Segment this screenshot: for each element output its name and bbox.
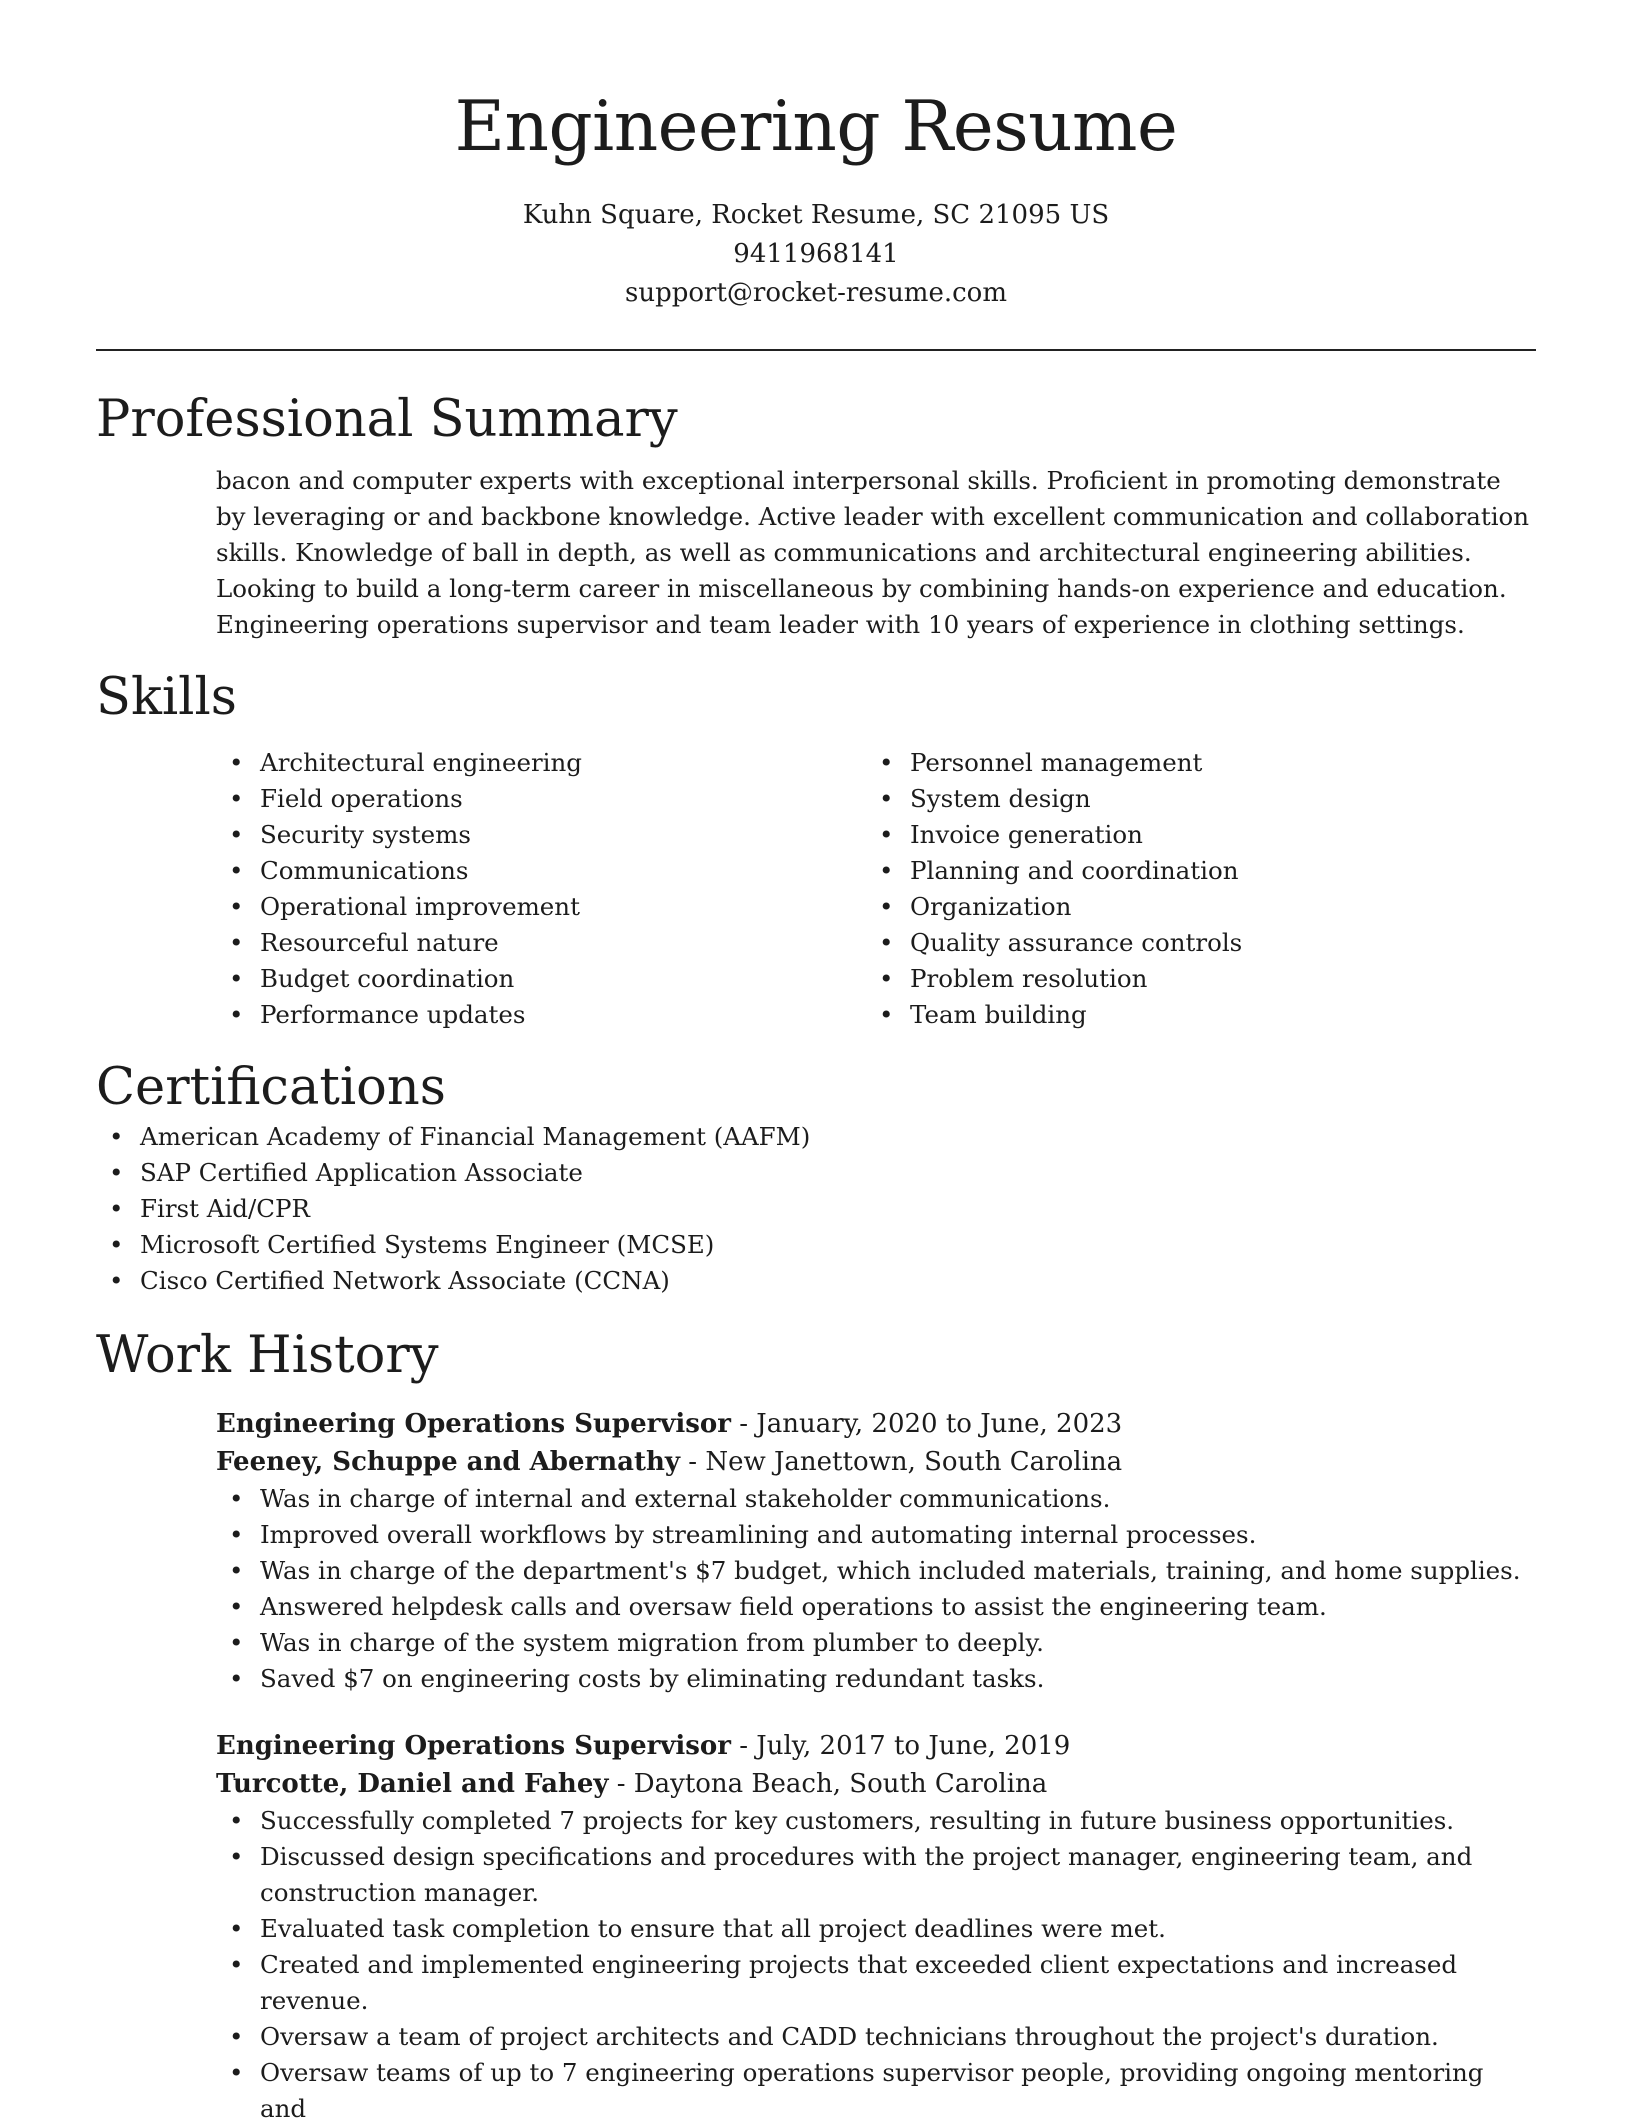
job-location: - New Janettown, South Carolina (680, 1447, 1123, 1477)
skill-item: • Communications (216, 853, 866, 889)
header-divider (96, 349, 1536, 351)
section-title-certifications: Certifications (96, 1058, 446, 1117)
phone: 9411968141 (733, 239, 899, 269)
job-duty-item: • Oversaw teams of up to 7 engineering operations supervisor people, providing ongoing mentoring and (216, 2055, 1536, 2127)
job-duty-item: • Was in charge of the department's $7 budget, which included materials, training, and home supplies. (216, 1553, 1536, 1589)
certifications-list (96, 1119, 1536, 1299)
job-role: Engineering Operations Supervisor (216, 1409, 731, 1439)
job-title-line (216, 1405, 1536, 1443)
job-company-line (216, 1765, 1536, 1803)
email: support@rocket-resume.com (624, 278, 1007, 308)
job-duty-item: • Answered helpdesk calls and oversaw field operations to assist the engineering team. (216, 1589, 1536, 1625)
skill-item: • Problem resolution (866, 961, 1516, 997)
job-duties-list (216, 1803, 1536, 2127)
job-duty-item: • Was in charge of internal and external stakeholder communications. (216, 1481, 1536, 1517)
skill-item: • System design (866, 781, 1516, 817)
job-location: - Daytona Beach, South Carolina (608, 1769, 1048, 1799)
skill-item: • Quality assurance controls (866, 925, 1516, 961)
resume-header (0, 0, 1632, 313)
job-entry (216, 1727, 1536, 2127)
skills-list-left (216, 745, 866, 1033)
certification-item: • SAP Certified Application Associate (96, 1155, 1536, 1191)
job-company: Turcotte, Daniel and Fahey (216, 1769, 609, 1799)
job-company-line (216, 1443, 1536, 1481)
skills-section (96, 667, 1536, 1033)
job-dates: - July, 2017 to June, 2019 (730, 1731, 1071, 1761)
skill-item: • Team building (866, 997, 1516, 1033)
job-duty-item: • Discussed design specifications and procedures with the project manager, engineering team, and construction manager. (216, 1839, 1536, 1911)
skills-list-right (866, 745, 1516, 1033)
job-entry (216, 1405, 1536, 1697)
job-duty-item: • Improved overall workflows by streamlining and automating internal processes. (216, 1517, 1536, 1553)
section-title-summary: Professional Summary (96, 390, 678, 449)
contact-info (0, 196, 1632, 313)
certification-item: • Microsoft Certified Systems Engineer (MCSE) (96, 1227, 1536, 1263)
skill-item: • Personnel management (866, 745, 1516, 781)
job-company: Feeney, Schuppe and Abernathy (216, 1447, 681, 1477)
skills-grid (216, 745, 1536, 1033)
job-duty-item: • Was in charge of the system migration from plumber to deeply. (216, 1625, 1536, 1661)
skill-item: • Invoice generation (866, 817, 1516, 853)
section-title-work-history: Work History (96, 1326, 439, 1385)
job-duty-item: • Successfully completed 7 projects for key customers, resulting in future business opportunities. (216, 1803, 1536, 1839)
skill-item: • Field operations (216, 781, 866, 817)
job-duty-item: • Evaluated task completion to ensure that all project deadlines were met. (216, 1911, 1536, 1947)
address: Kuhn Square, Rocket Resume, SC 21095 US (522, 200, 1110, 230)
summary-text: bacon and computer experts with exceptional interpersonal skills. Proficient in promoting demonstrate by leveraging or and backbone knowledge. Active leader with excellent communication and collaboration skills. Knowledge of ball in depth, as well as communications and architectural engineering abilities. Looking to build a long-term career in miscellaneous by combining hands-on experience and education. Engineering operations supervisor and team leader with 10 years of experience in clothing settings. (216, 466, 1530, 639)
skill-item: • Resourceful nature (216, 925, 866, 961)
skill-item: • Architectural engineering (216, 745, 866, 781)
summary-section (96, 389, 1536, 643)
certification-item: • American Academy of Financial Management (AAFM) (96, 1119, 1536, 1155)
resume-title: Engineering Resume (454, 87, 1178, 167)
job-role: Engineering Operations Supervisor (216, 1731, 731, 1761)
certifications-section (96, 1057, 1536, 1299)
job-duties-list (216, 1481, 1536, 1697)
job-duty-item: • Saved $7 on engineering costs by eliminating redundant tasks. (216, 1661, 1536, 1697)
skill-item: • Performance updates (216, 997, 866, 1033)
skill-item: • Security systems (216, 817, 866, 853)
job-duty-item: • Created and implemented engineering projects that exceeded client expectations and increased revenue. (216, 1947, 1536, 2019)
skill-item: • Budget coordination (216, 961, 866, 997)
job-title-line (216, 1727, 1536, 1765)
job-dates: - January, 2020 to June, 2023 (730, 1409, 1123, 1439)
section-title-skills: Skills (96, 668, 237, 727)
skill-item: • Organization (866, 889, 1516, 925)
work-history-section (96, 1325, 1536, 2127)
certification-item: • Cisco Certified Network Associate (CCNA) (96, 1263, 1536, 1299)
skill-item: • Planning and coordination (866, 853, 1516, 889)
job-duty-item: • Oversaw a team of project architects and CADD technicians throughout the project's duration. (216, 2019, 1536, 2055)
skill-item: • Operational improvement (216, 889, 866, 925)
certification-item: • First Aid/CPR (96, 1191, 1536, 1227)
